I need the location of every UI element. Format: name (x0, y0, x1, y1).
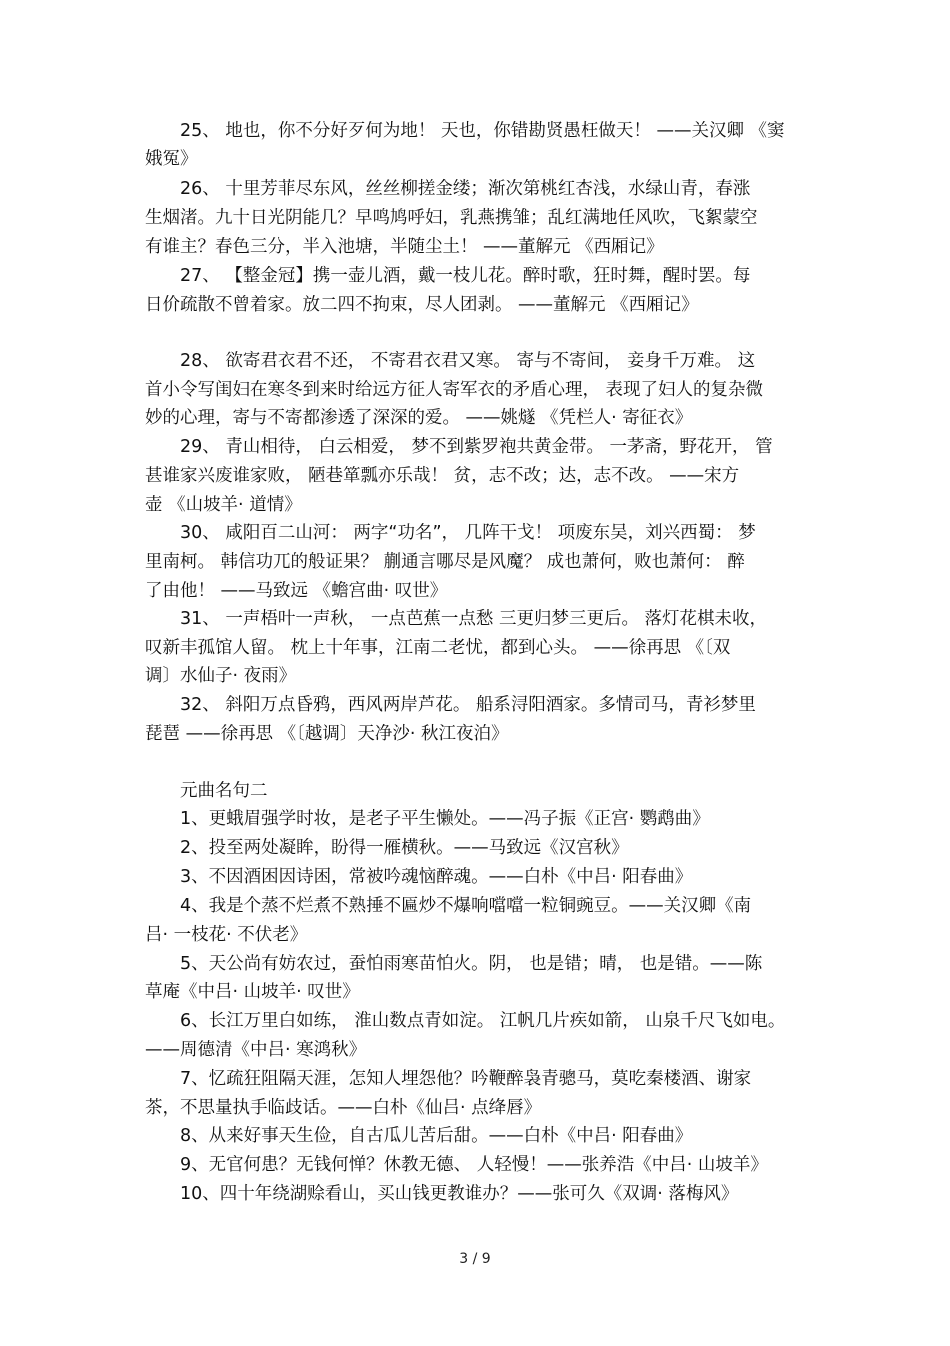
quote-26-line-2: 生烟渚。九十日光阴能几？早鸣鸠呼妇，乳燕携雏；乱红满地任风吹，飞絮蒙空 (145, 208, 758, 228)
quote-26-line-1: 26、 十里芳菲尽东风，丝丝柳搓金缕；渐次第桃红杏浅，水绿山青，春涨 (180, 179, 751, 199)
quote-29-line-2: 甚谁家兴废谁家败， 陋巷箪瓢亦乐哉！ 贫，志不改；达，志不改。 ——宋方 (145, 466, 740, 486)
quote-1-line-1: 1、更蛾眉强学时妆，是老子平生懒处。——冯子振《正宫· 鹦鹉曲》 (180, 809, 710, 829)
quote-29-line-3: 壶 《山坡羊· 道情》 (145, 495, 302, 515)
quote-6-line-2: ——周德清《中吕· 寒鸿秋》 (145, 1040, 367, 1060)
quote-9-line-1: 9、无官何患？无钱何惮？休教无德、 人轻慢！——张养浩《中吕· 山坡羊》 (180, 1155, 768, 1175)
quote-31-line-1: 31、 一声梧叶一声秋， 一点芭蕉一点愁 三更归梦三更后。 落灯花棋未收， (180, 609, 768, 629)
quote-30-line-2: 里南柯。 韩信功兀的般证果？ 蒯通言哪尽是风魔？ 成也萧何，败也萧何： 醉 (145, 552, 745, 572)
section-heading: 元曲名句二 (180, 781, 268, 801)
quote-26-line-3: 有谁主？春色三分，半入池塘，半随尘土！ ——董解元 《西厢记》 (145, 237, 664, 257)
quote-28-line-1: 28、 欲寄君衣君不还， 不寄君衣君又寒。 寄与不寄间， 妾身千万难。 这 (180, 351, 756, 371)
quote-3-line-1: 3、不因酒困因诗困，常被吟魂恼醉魂。——白朴《中吕· 阳春曲》 (180, 867, 693, 887)
quote-8-line-1: 8、从来好事天生俭，自古瓜儿苦后甜。——白朴《中吕· 阳春曲》 (180, 1126, 693, 1146)
quote-31-line-2: 叹新丰孤馆人留。 枕上十年事，江南二老忧，都到心头。 ——徐再思 《〔双 (145, 638, 731, 658)
quote-4-line-2: 吕· 一枝花· 不伏老》 (145, 925, 308, 945)
quote-6-line-1: 6、长江万里白如练， 淮山数点青如淀。 江帆几片疾如箭， 山泉千尺飞如电。 (180, 1011, 786, 1031)
quote-28-line-2: 首小令写闺妇在寒冬到来时给远方征人寄军衣的矛盾心理， 表现了妇人的复杂微 (145, 380, 764, 400)
quote-7-line-1: 7、忆疏狂阻隔天涯，怎知人埋怨他？吟鞭醉袅青骢马，莫吃秦楼酒、谢家 (180, 1069, 752, 1089)
quote-27-line-2: 日价疏散不曾着家。放二四不拘束，尽人团剥。 ——董解元 《西厢记》 (145, 295, 699, 315)
quote-7-line-2: 茶，不思量执手临歧话。——白朴《仙吕· 点绛唇》 (145, 1098, 542, 1118)
quote-27-line-1: 27、 【整金冠】携一壶儿酒，戴一枝儿花。醉时歌，狂时舞，醒时罢。每 (180, 266, 751, 286)
quote-32-line-1: 32、 斜阳万点昏鸦，西风两岸芦花。 船系浔阳酒家。多情司马，青衫梦里 (180, 695, 756, 715)
quote-4-line-1: 4、我是个蒸不烂煮不熟捶不匾炒不爆响噹噹一粒铜豌豆。——关汉卿《南 (180, 896, 752, 916)
quote-25-line-2: 娥冤》 (145, 149, 198, 169)
quote-28-line-3: 妙的心理，寄与不寄都渗透了深深的爱。 ——姚燧 《凭栏人· 寄征衣》 (145, 408, 693, 428)
quote-31-line-3: 调〕水仙子· 夜雨》 (145, 666, 297, 686)
quote-5-line-2: 草庵《中吕· 山坡羊· 叹世》 (145, 982, 360, 1002)
quote-30-line-3: 了由他！ ——马致远 《蟾宫曲· 叹世》 (145, 581, 448, 601)
page-number: 3 / 9 (459, 1251, 491, 1267)
quote-32-line-2: 琵琶 ——徐再思 《〔越调〕天净沙· 秋江夜泊》 (145, 724, 509, 744)
quote-5-line-1: 5、天公尚有妨农过，蚕怕雨寒苗怕火。阴， 也是错；晴， 也是错。——陈 (180, 954, 763, 974)
quote-29-line-1: 29、 青山相待， 白云相爱， 梦不到紫罗袍共黄金带。 一茅斋，野花开， 管 (180, 437, 773, 457)
quote-2-line-1: 2、投至两处凝眸，盼得一雁横秋。——马致远《汉宫秋》 (180, 838, 629, 858)
quote-10-line-1: 10、四十年绕湖赊看山，买山钱更教谁办？——张可久《双调· 落梅风》 (180, 1184, 739, 1204)
quote-25-line-1: 25、 地也，你不分好歹何为地！ 天也，你错勘贤愚枉做天！ ——关汉卿 《窦 (180, 121, 785, 141)
quote-30-line-1: 30、 咸阳百二山河： 两字“功名”， 几阵干戈！ 项废东吴，刘兴西蜀： 梦 (180, 523, 756, 543)
